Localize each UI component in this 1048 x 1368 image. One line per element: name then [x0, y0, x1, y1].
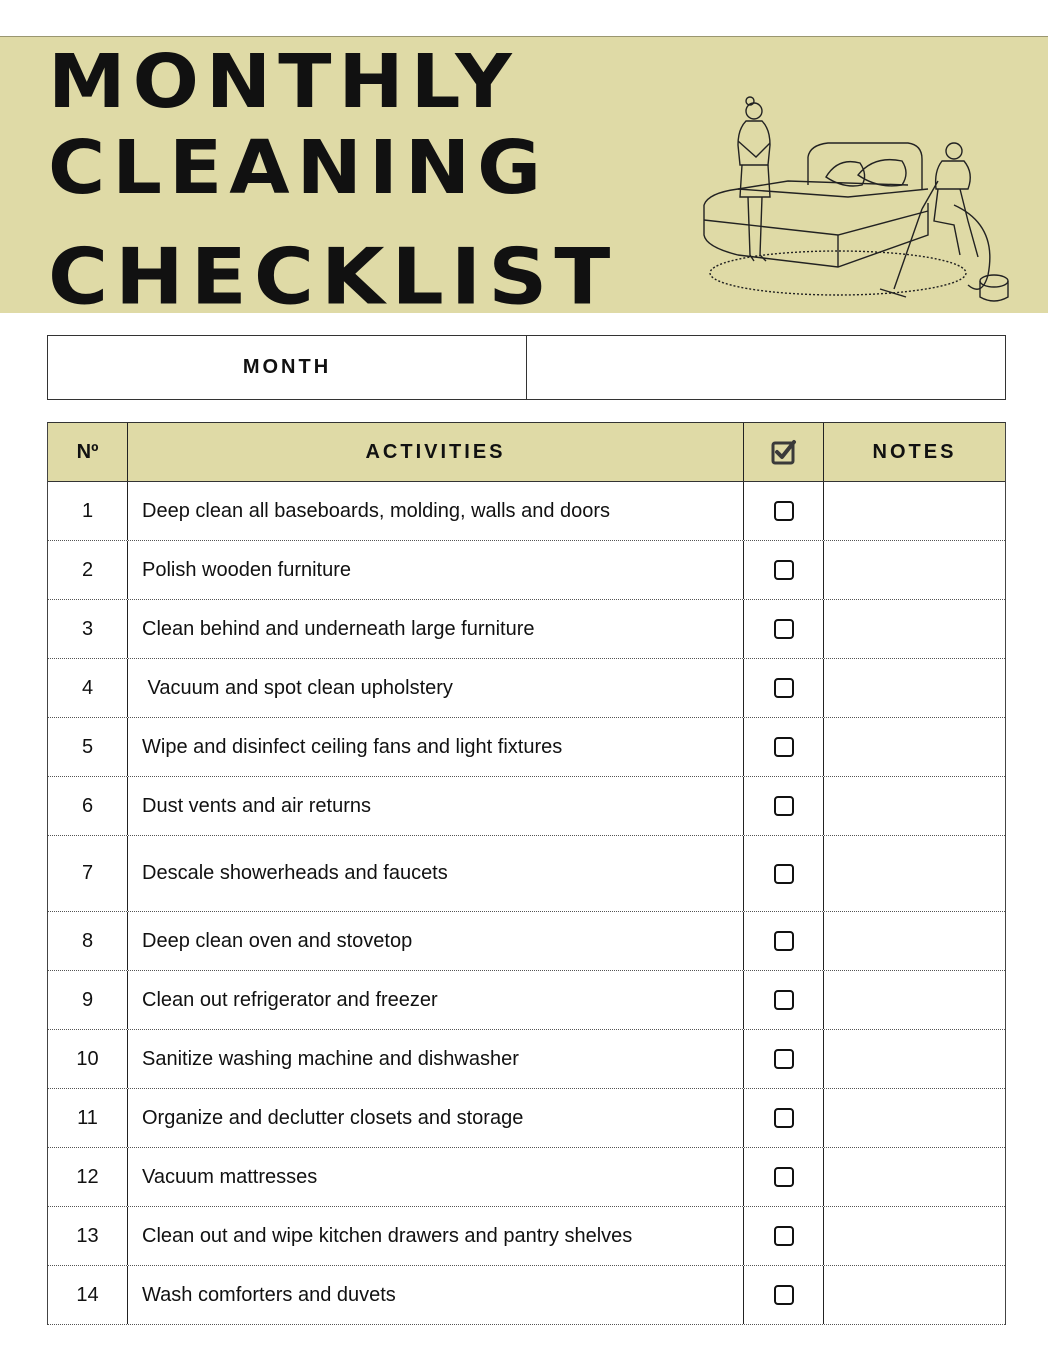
table-header-row	[48, 423, 1005, 482]
row-number: 12	[48, 1148, 128, 1206]
row-checkbox[interactable]	[774, 560, 794, 580]
row-notes[interactable]	[824, 1148, 1005, 1206]
row-checkbox[interactable]	[774, 619, 794, 639]
table-row	[48, 659, 1005, 718]
row-activity: Wipe and disinfect ceiling fans and light fixtures	[128, 718, 744, 776]
row-notes[interactable]	[824, 971, 1005, 1029]
row-checkbox[interactable]	[774, 931, 794, 951]
row-checkbox[interactable]	[774, 1285, 794, 1305]
table-row	[48, 1266, 1005, 1325]
row-notes[interactable]	[824, 541, 1005, 599]
row-notes[interactable]	[824, 482, 1005, 540]
row-notes[interactable]	[824, 1089, 1005, 1147]
row-number: 5	[48, 718, 128, 776]
row-checkbox[interactable]	[774, 737, 794, 757]
row-notes[interactable]	[824, 1207, 1005, 1265]
row-checkbox[interactable]	[774, 1226, 794, 1246]
month-input[interactable]	[527, 336, 1005, 399]
row-notes[interactable]	[824, 718, 1005, 776]
table-row	[48, 1207, 1005, 1266]
table-row	[48, 777, 1005, 836]
row-number: 1	[48, 482, 128, 540]
row-activity: Clean out and wipe kitchen drawers and pantry shelves	[128, 1207, 744, 1265]
row-checkbox[interactable]	[774, 990, 794, 1010]
row-number: 14	[48, 1266, 128, 1324]
title-line-2: CLEANING	[48, 125, 549, 211]
table-row	[48, 1148, 1005, 1207]
row-number: 8	[48, 912, 128, 970]
row-checkbox[interactable]	[774, 1167, 794, 1187]
column-header-notes: NOTES	[872, 440, 957, 463]
row-activity: Dust vents and air returns	[128, 777, 744, 835]
table-row	[48, 718, 1005, 777]
row-checkbox[interactable]	[774, 864, 794, 884]
row-notes[interactable]	[824, 1266, 1005, 1324]
row-number: 11	[48, 1089, 128, 1147]
row-activity: Polish wooden furniture	[128, 541, 744, 599]
row-checkbox[interactable]	[774, 678, 794, 698]
column-header-number: Nº	[48, 423, 128, 481]
row-number: 7	[48, 836, 128, 911]
row-number: 10	[48, 1030, 128, 1088]
row-notes[interactable]	[824, 659, 1005, 717]
row-notes[interactable]	[824, 1030, 1005, 1088]
row-activity: Clean behind and underneath large furniture	[128, 600, 744, 658]
row-checkbox[interactable]	[774, 1108, 794, 1128]
row-notes[interactable]	[824, 836, 1005, 911]
title-line-3: CHECKLIST	[48, 232, 618, 323]
row-checkbox[interactable]	[774, 1049, 794, 1069]
table-row	[48, 836, 1005, 912]
row-activity: Deep clean all baseboards, molding, walls and doors	[128, 482, 744, 540]
checklist-table	[47, 422, 1006, 1325]
cleaning-illustration	[698, 85, 1010, 311]
table-row	[48, 541, 1005, 600]
month-label: MONTH	[48, 336, 527, 399]
row-checkbox[interactable]	[774, 796, 794, 816]
table-row	[48, 1089, 1005, 1148]
row-activity: Clean out refrigerator and freezer	[128, 971, 744, 1029]
header-banner	[0, 36, 1048, 323]
row-activity: Vacuum mattresses	[128, 1148, 744, 1206]
row-notes[interactable]	[824, 777, 1005, 835]
column-header-check	[744, 423, 824, 481]
row-activity: Descale showerheads and faucets	[128, 836, 744, 911]
row-activity: Deep clean oven and stovetop	[128, 912, 744, 970]
row-activity: Organize and declutter closets and storage	[128, 1089, 744, 1147]
month-field-row	[47, 335, 1006, 400]
row-number: 2	[48, 541, 128, 599]
row-checkbox[interactable]	[774, 501, 794, 521]
table-row	[48, 1030, 1005, 1089]
row-activity: Vacuum and spot clean upholstery	[128, 659, 744, 717]
row-number: 4	[48, 659, 128, 717]
checked-box-icon	[770, 438, 798, 466]
table-row	[48, 971, 1005, 1030]
row-number: 6	[48, 777, 128, 835]
row-notes[interactable]	[824, 600, 1005, 658]
row-activity: Sanitize washing machine and dishwasher	[128, 1030, 744, 1088]
table-row	[48, 482, 1005, 541]
row-notes[interactable]	[824, 912, 1005, 970]
column-header-activities: ACTIVITIES	[128, 423, 744, 481]
title-line-1: MONTHLY	[48, 39, 519, 125]
row-activity: Wash comforters and duvets	[128, 1266, 744, 1324]
table-row	[48, 912, 1005, 971]
row-number: 3	[48, 600, 128, 658]
row-number: 13	[48, 1207, 128, 1265]
table-row	[48, 600, 1005, 659]
row-number: 9	[48, 971, 128, 1029]
